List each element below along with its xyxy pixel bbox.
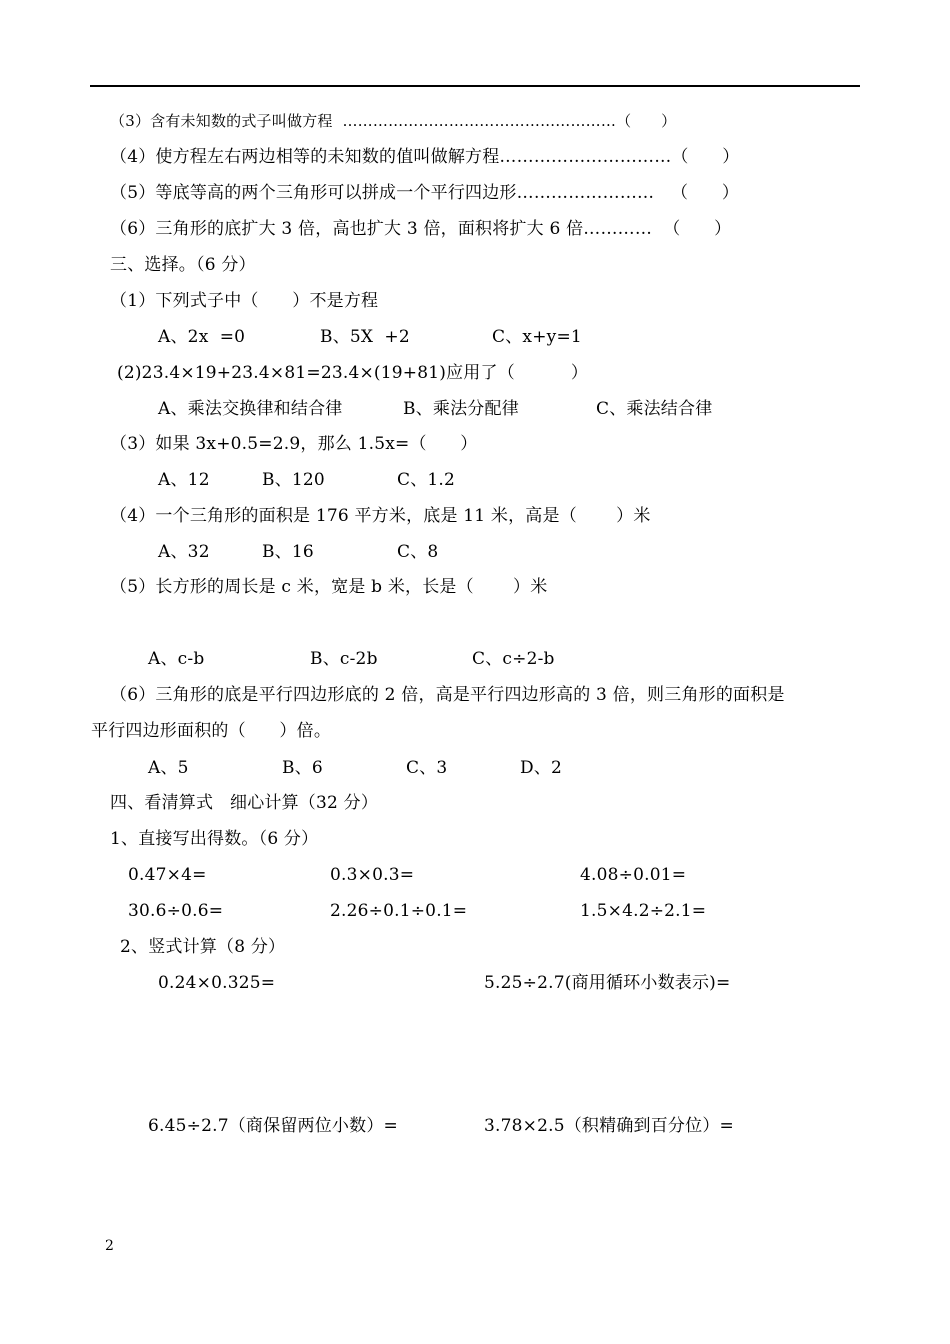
section-4-sub-2: 2、竖式计算（8 分） bbox=[120, 937, 286, 957]
calc-1-3: 4.08÷0.01= bbox=[580, 865, 687, 885]
question-6-line-2: 平行四边形面积的（ ）倍。 bbox=[91, 721, 332, 741]
q2-option-a: A、乘法交换律和结合律 bbox=[158, 399, 343, 419]
vertical-calc-3: 6.45÷2.7（商保留两位小数）= bbox=[148, 1116, 398, 1136]
tf-item-6: （6）三角形的底扩大 3 倍，高也扩大 3 倍，面积将扩大 6 倍………… （ ） bbox=[110, 219, 732, 239]
q6-option-b: B、6 bbox=[282, 758, 323, 778]
section-4-sub-1: 1、直接写出得数。（6 分） bbox=[110, 829, 319, 849]
q1-option-b: B、5X +2 bbox=[320, 327, 410, 347]
question-4: （4）一个三角形的面积是 176 平方米，底是 11 米，高是（ ）米 bbox=[110, 506, 651, 526]
q6-option-a: A、5 bbox=[148, 758, 189, 778]
tf-item-4: （4）使方程左右两边相等的未知数的值叫做解方程…………………………（ ） bbox=[110, 147, 740, 167]
vertical-calc-4: 3.78×2.5（积精确到百分位）= bbox=[484, 1116, 734, 1136]
q4-option-c: C、8 bbox=[397, 542, 439, 562]
section-3-title: 三、选择。（6 分） bbox=[110, 255, 256, 275]
question-5: （5）长方形的周长是 c 米，宽是 b 米，长是（ ）米 bbox=[110, 577, 548, 597]
q5-option-b: B、c-2b bbox=[310, 649, 378, 669]
q2-option-b: B、乘法分配律 bbox=[403, 399, 519, 419]
calc-2-1: 30.6÷0.6= bbox=[128, 901, 224, 921]
q5-option-c: C、c÷2-b bbox=[472, 649, 555, 669]
section-4-title: 四、看清算式 细心计算（32 分） bbox=[110, 793, 379, 813]
q1-option-a: A、2x =0 bbox=[158, 327, 246, 347]
q4-option-b: B、16 bbox=[262, 542, 314, 562]
question-2: (2)23.4×19+23.4×81=23.4×(19+81)应用了（ ） bbox=[117, 363, 589, 383]
q1-option-c: C、x+y=1 bbox=[492, 327, 582, 347]
q5-option-a: A、c-b bbox=[148, 649, 205, 669]
calc-2-2: 2.26÷0.1÷0.1= bbox=[330, 901, 468, 921]
tf-item-5: （5）等底等高的两个三角形可以拼成一个平行四边形…………………… （ ） bbox=[110, 183, 740, 203]
tf-item-3: （3）含有未知数的式子叫做方程 ………………………………………………（ ） bbox=[110, 112, 677, 130]
vertical-calc-2: 5.25÷2.7(商用循环小数表示)= bbox=[484, 973, 731, 993]
question-1: （1）下列式子中（ ）不是方程 bbox=[110, 291, 379, 311]
calc-1-1: 0.47×4= bbox=[128, 865, 207, 885]
q6-option-c: C、3 bbox=[406, 758, 448, 778]
header-rule bbox=[90, 85, 860, 87]
q3-option-c: C、1.2 bbox=[397, 470, 456, 490]
q4-option-a: A、32 bbox=[158, 542, 210, 562]
calc-1-2: 0.3×0.3= bbox=[330, 865, 415, 885]
q6-option-d: D、2 bbox=[520, 758, 563, 778]
calc-2-3: 1.5×4.2÷2.1= bbox=[580, 901, 707, 921]
q3-option-a: A、12 bbox=[158, 470, 210, 490]
page-number: 2 bbox=[105, 1238, 114, 1254]
question-3: （3）如果 3x+0.5=2.9，那么 1.5x=（ ） bbox=[110, 434, 478, 454]
q2-option-c: C、乘法结合律 bbox=[596, 399, 713, 419]
question-6-line-1: （6）三角形的底是平行四边形底的 2 倍，高是平行四边形高的 3 倍，则三角形的面积是 bbox=[110, 685, 785, 705]
vertical-calc-1: 0.24×0.325= bbox=[158, 973, 276, 993]
q3-option-b: B、120 bbox=[262, 470, 325, 490]
